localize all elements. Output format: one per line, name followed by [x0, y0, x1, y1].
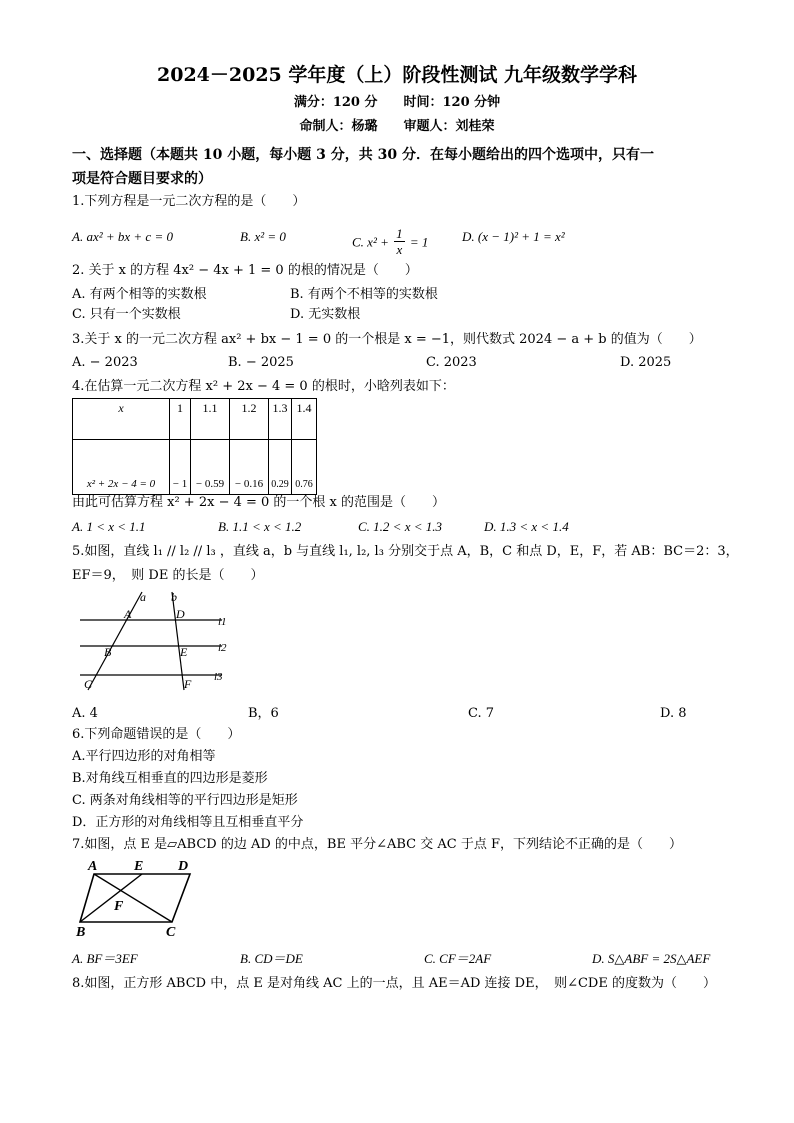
- label-E: E: [134, 859, 144, 874]
- label-A: A: [88, 859, 98, 874]
- label-l3: l3: [214, 671, 223, 683]
- q8-stem: 8.如图，正方形 ABCD 中，点 E 是对角线 AC 上的一点，且 AE＝AD 连接 DE， 则∠CDE 的度数为（ ）: [72, 976, 716, 991]
- table-cell: 1.2: [230, 399, 269, 440]
- label-B: B: [76, 925, 86, 940]
- q1-option-c: [352, 228, 428, 259]
- score-time-line: 满分：120 分 时间：120 分钟: [293, 95, 501, 110]
- table-cell: 0.76: [292, 440, 317, 495]
- q7-option-a: A. BF＝3EF: [72, 951, 138, 966]
- table-cell: − 1: [170, 440, 191, 495]
- table-cell: x: [73, 399, 170, 440]
- q5-option-d: D. 8: [660, 706, 687, 721]
- q3-option-d: D. 2025: [620, 355, 672, 370]
- q4-option-c: C. 1.2 < x < 1.3: [358, 519, 442, 534]
- q4-stem: 4.在估算一元二次方程 x² + 2x − 4 = 0 的根时，小晗列表如下：: [72, 379, 455, 394]
- q1-c-prefix: C. x² +: [352, 234, 389, 250]
- label-a: a: [140, 590, 146, 604]
- section-heading-line1: 一、选择题（本题共 10 小题，每小题 3 分，共 30 分．在每小题给出的四个选项中，只有一: [72, 147, 654, 163]
- label-D: D: [176, 607, 185, 621]
- q4-followup: 由此可估算方程 x² + 2x − 4 = 0 的一个根 x 的范围是（ ）: [72, 495, 446, 510]
- q7-option-b: B. CD＝DE: [240, 951, 303, 966]
- label-B: B: [104, 645, 112, 659]
- table-cell: − 0.16: [230, 440, 269, 495]
- q5-option-c: C. 7: [468, 706, 495, 721]
- label-E: E: [180, 645, 188, 659]
- q6-option-b: B.对角线互相垂直的四边形是菱形: [72, 771, 268, 786]
- label-D: D: [178, 859, 189, 874]
- table-cell: 1.3: [269, 399, 292, 440]
- q5-stem-line2: EF＝9， 则 DE 的长是（ ）: [72, 568, 264, 583]
- q5-stem-line1: 5.如图，直线 l₁ // l₂ // l₃ ，直线 a，b 与直线 l₁, l₂, l₃ 分别交于点 A，B，C 和点 D，E，F，若 AB：BC＝2：3，: [72, 544, 739, 559]
- q7-stem: 7.如图，点 E 是▱ABCD 的边 AD 的中点，BE 平分∠ABC 交 AC 于点 F，下列结论不正确的是（ ）: [72, 837, 682, 852]
- label-l2: l2: [218, 642, 227, 654]
- section-heading-line2: 项是符合题目要求的）: [72, 171, 212, 187]
- q4-option-d: D. 1.3 < x < 1.4: [484, 519, 569, 534]
- table-cell: 1.4: [292, 399, 317, 440]
- page-title: 2024－2025 学年度（上）阶段性测试 九年级数学学科: [157, 64, 637, 86]
- q1-c-denominator: x: [396, 242, 403, 257]
- table-cell: − 0.59: [191, 440, 230, 495]
- q2-option-b: B. 有两个不相等的实数根: [290, 287, 438, 302]
- table-cell: 1.1: [191, 399, 230, 440]
- table-cell: 1: [170, 399, 191, 440]
- q3-stem: 3.关于 x 的一元二次方程 ax² + bx − 1 = 0 的一个根是 x = −1，则代数式 2024 − a + b 的值为（ ）: [72, 332, 702, 347]
- parallelogram-abcd: [80, 874, 190, 922]
- label-A: A: [124, 607, 132, 621]
- label-b: b: [171, 590, 177, 604]
- authors-line: 命制人：杨璐 审题人：刘桂荣: [299, 119, 495, 134]
- q2-option-c: C. 只有一个实数根: [72, 307, 181, 322]
- q1-stem: 1.下列方程是一元二次方程的是（ ）: [72, 194, 306, 209]
- q6-option-a: A.平行四边形的对角相等: [72, 749, 216, 764]
- table-cell: x² + 2x − 4 = 0: [73, 440, 170, 495]
- table-row: [73, 399, 317, 440]
- q1-option-b: B. x² = 0: [240, 229, 286, 244]
- label-F: F: [184, 677, 192, 691]
- label-C: C: [84, 677, 93, 691]
- q7-option-d: D. S△ABF = 2S△AEF: [592, 951, 711, 966]
- q1-c-fraction: [394, 226, 405, 257]
- q5-option-a: A. 4: [72, 706, 98, 721]
- label-l1: l1: [218, 616, 227, 628]
- label-C: C: [166, 925, 176, 940]
- q4-option-b: B. 1.1 < x < 1.2: [218, 519, 302, 534]
- estimate-table: [72, 398, 317, 495]
- q4-option-a: A. 1 < x < 1.1: [72, 519, 146, 534]
- q6-option-c: C. 两条对角线相等的平行四边形是矩形: [72, 793, 298, 808]
- q1-c-suffix: = 1: [409, 234, 429, 250]
- q3-option-b: B. − 2025: [228, 355, 294, 370]
- parallelogram-figure: [74, 856, 204, 942]
- q2-stem: 2. 关于 x 的方程 4x² − 4x + 1 = 0 的根的情况是（ ）: [72, 263, 418, 278]
- table-cell: 0.29: [269, 440, 292, 495]
- q2-option-a: A. 有两个相等的实数根: [72, 287, 207, 302]
- q7-option-c: C. CF＝2AF: [424, 951, 492, 966]
- q3-option-c: C. 2023: [426, 355, 477, 370]
- q3-option-a: A. − 2023: [72, 355, 138, 370]
- label-F: F: [114, 899, 124, 914]
- q1-option-a: A. ax² + bx + c = 0: [72, 229, 173, 244]
- q2-option-d: D. 无实数根: [290, 307, 361, 322]
- table-row: [73, 440, 317, 495]
- q1-option-d: D. (x − 1)² + 1 = x²: [462, 229, 565, 244]
- q5-option-b: B，6: [248, 706, 279, 721]
- parallel-lines-figure: [72, 588, 242, 696]
- q6-stem: 6.下列命题错误的是（ ）: [72, 727, 241, 742]
- q1-c-numerator: 1: [396, 226, 403, 241]
- q6-option-d: D．正方形的对角线相等且互相垂直平分: [72, 815, 304, 830]
